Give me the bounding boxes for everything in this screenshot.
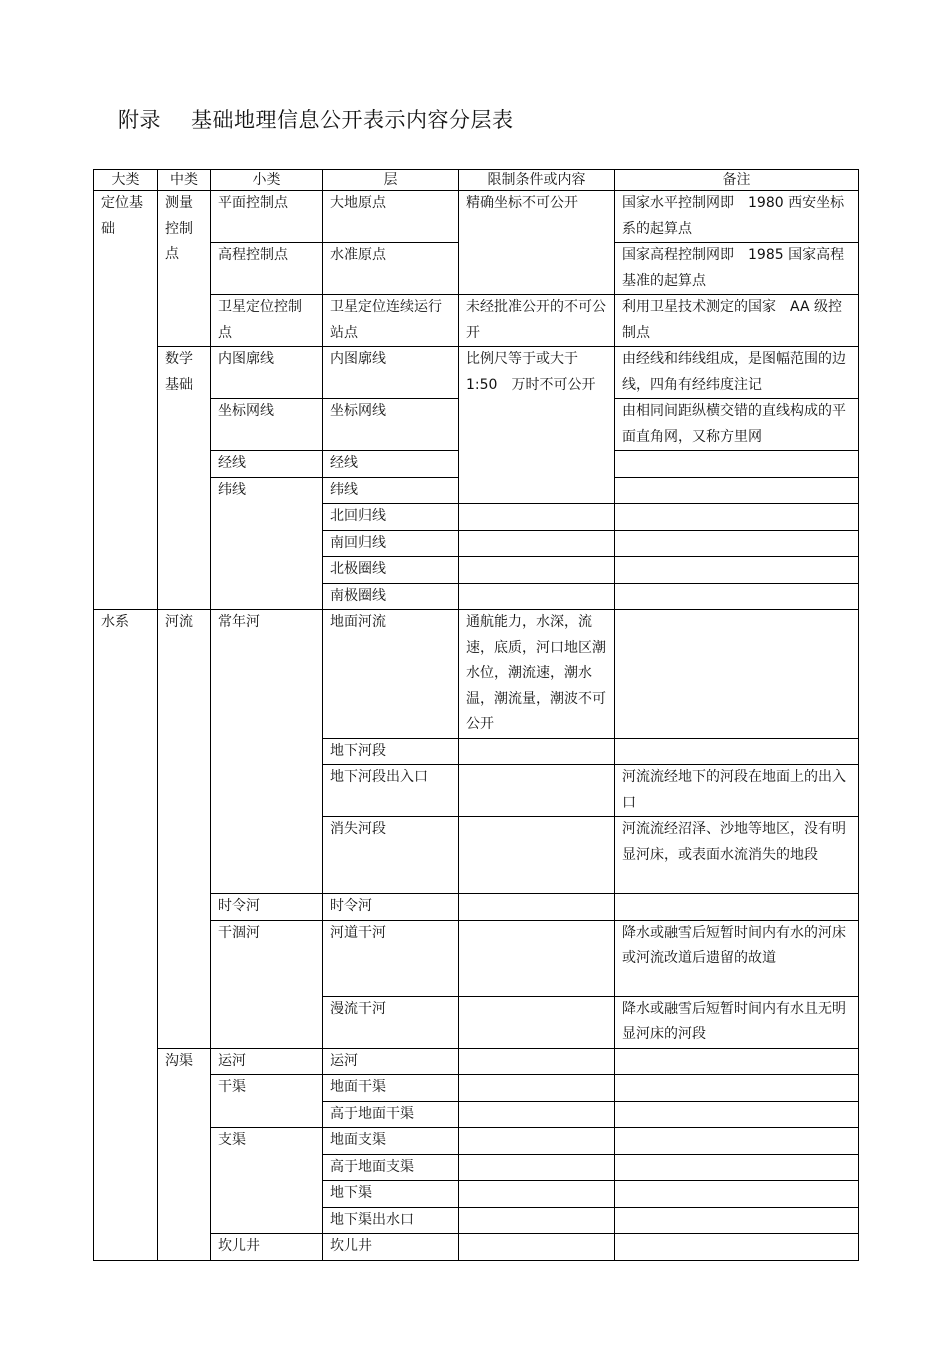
- layer-cell: 时令河: [323, 894, 459, 921]
- note-cell: [615, 1101, 859, 1128]
- header-cell: 小类: [211, 170, 323, 191]
- class-cell: 运河: [211, 1048, 323, 1075]
- restriction-cell: 比例尺等于或大于1:50 万时不可公开: [459, 347, 615, 504]
- class-cell: 坐标网线: [211, 399, 323, 451]
- restriction-cell: 通航能力，水深，流速，底质，河口地区潮水位，潮流速，潮水温，潮流量，潮波不可公开: [459, 610, 615, 739]
- header-cell: 大类: [94, 170, 158, 191]
- table-row: [94, 347, 859, 399]
- layer-cell: 地面干渠: [323, 1075, 459, 1102]
- class-cell: 卫星定位控制点: [211, 295, 323, 347]
- note-cell: [615, 1154, 859, 1181]
- note-cell: [615, 477, 859, 504]
- layer-cell: 地下渠出水口: [323, 1207, 459, 1234]
- restriction-cell: 未经批准公开的不可公开: [459, 295, 615, 347]
- layer-cell: 卫星定位连续运行站点: [323, 295, 459, 347]
- layer-cell: 水准原点: [323, 243, 459, 295]
- note-cell: 河流流经地下的河段在地面上的出入口: [615, 765, 859, 817]
- table-row: [94, 191, 859, 243]
- layer-table: [93, 169, 859, 1261]
- note-cell: [615, 1128, 859, 1155]
- page-title: [118, 104, 514, 134]
- subcategory-cell: 数学基础: [158, 347, 211, 610]
- class-cell: 高程控制点: [211, 243, 323, 295]
- note-cell: [615, 894, 859, 921]
- restriction-cell: [459, 1181, 615, 1208]
- note-cell: [615, 557, 859, 584]
- layer-cell: 纬线: [323, 477, 459, 504]
- restriction-cell: [459, 1075, 615, 1102]
- class-cell: 时令河: [211, 894, 323, 921]
- class-cell: 干涸河: [211, 920, 323, 1048]
- title-text: 基础地理信息公开表示内容分层表: [191, 108, 514, 132]
- class-cell: 坎儿井: [211, 1234, 323, 1261]
- header-cell: 层: [323, 170, 459, 191]
- layer-cell: 南极圈线: [323, 583, 459, 610]
- note-cell: 由经线和纬线组成，是图幅范围的边线，四角有经纬度注记: [615, 347, 859, 399]
- title-prefix: 附录: [118, 108, 161, 132]
- note-cell: [615, 1048, 859, 1075]
- restriction-cell: [459, 738, 615, 765]
- layer-cell: 地下河段: [323, 738, 459, 765]
- note-cell: [615, 451, 859, 478]
- restriction-cell: [459, 1234, 615, 1261]
- layer-cell: 内图廓线: [323, 347, 459, 399]
- note-cell: [615, 610, 859, 739]
- restriction-cell: [459, 996, 615, 1048]
- class-cell: 经线: [211, 451, 323, 478]
- subcategory-cell: 测量控制点: [158, 191, 211, 347]
- note-cell: 河流流经沼泽、沙地等地区，没有明显河床，或表面水流消失的地段: [615, 817, 859, 894]
- layer-cell: 坎儿井: [323, 1234, 459, 1261]
- class-cell: 支渠: [211, 1128, 323, 1234]
- restriction-cell: [459, 920, 615, 996]
- layer-cell: 北极圈线: [323, 557, 459, 584]
- layer-cell: 北回归线: [323, 504, 459, 531]
- restriction-cell: [459, 817, 615, 894]
- note-cell: [615, 1234, 859, 1261]
- table-row: [94, 1048, 859, 1075]
- note-cell: [615, 1207, 859, 1234]
- class-cell: 常年河: [211, 610, 323, 894]
- restriction-cell: [459, 1128, 615, 1155]
- category-cell: 水系: [94, 610, 158, 1261]
- restriction-cell: [459, 1207, 615, 1234]
- note-cell: 降水或融雪后短暂时间内有水的河床或河流改道后遗留的故道: [615, 920, 859, 996]
- restriction-cell: [459, 1154, 615, 1181]
- restriction-cell: 精确坐标不可公开: [459, 191, 615, 295]
- note-cell: 国家水平控制网即 1980 西安坐标系的起算点: [615, 191, 859, 243]
- layer-cell: 南回归线: [323, 530, 459, 557]
- restriction-cell: [459, 1048, 615, 1075]
- layer-cell: 地下渠: [323, 1181, 459, 1208]
- restriction-cell: [459, 894, 615, 921]
- header-cell: 中类: [158, 170, 211, 191]
- class-cell: 纬线: [211, 477, 323, 610]
- table-row: [94, 610, 859, 739]
- layer-cell: 经线: [323, 451, 459, 478]
- layer-cell: 高于地面干渠: [323, 1101, 459, 1128]
- header-cell: 备注: [615, 170, 859, 191]
- layer-cell: 地下河段出入口: [323, 765, 459, 817]
- layer-cell: 消失河段: [323, 817, 459, 894]
- layer-cell: 大地原点: [323, 191, 459, 243]
- note-cell: 国家高程控制网即 1985 国家高程基准的起算点: [615, 243, 859, 295]
- restriction-cell: [459, 530, 615, 557]
- class-cell: 内图廓线: [211, 347, 323, 399]
- layer-cell: 地面支渠: [323, 1128, 459, 1155]
- category-cell: 定位基础: [94, 191, 158, 610]
- note-cell: [615, 1075, 859, 1102]
- note-cell: [615, 504, 859, 531]
- note-cell: [615, 1181, 859, 1208]
- class-cell: 干渠: [211, 1075, 323, 1128]
- note-cell: [615, 530, 859, 557]
- layer-cell: 河道干河: [323, 920, 459, 996]
- layer-cell: 漫流干河: [323, 996, 459, 1048]
- restriction-cell: [459, 583, 615, 610]
- layer-cell: 坐标网线: [323, 399, 459, 451]
- note-cell: 利用卫星技术测定的国家 AA 级控制点: [615, 295, 859, 347]
- layer-cell: 高于地面支渠: [323, 1154, 459, 1181]
- note-cell: [615, 583, 859, 610]
- note-cell: [615, 738, 859, 765]
- header-cell: 限制条件或内容: [459, 170, 615, 191]
- layer-cell: 运河: [323, 1048, 459, 1075]
- restriction-cell: [459, 765, 615, 817]
- restriction-cell: [459, 557, 615, 584]
- header-row: [94, 170, 859, 191]
- restriction-cell: [459, 504, 615, 531]
- subcategory-cell: 河流: [158, 610, 211, 1049]
- note-cell: 由相同间距纵横交错的直线构成的平面直角网，又称方里网: [615, 399, 859, 451]
- restriction-cell: [459, 1101, 615, 1128]
- subcategory-cell: 沟渠: [158, 1048, 211, 1260]
- class-cell: 平面控制点: [211, 191, 323, 243]
- layer-cell: 地面河流: [323, 610, 459, 739]
- note-cell: 降水或融雪后短暂时间内有水且无明显河床的河段: [615, 996, 859, 1048]
